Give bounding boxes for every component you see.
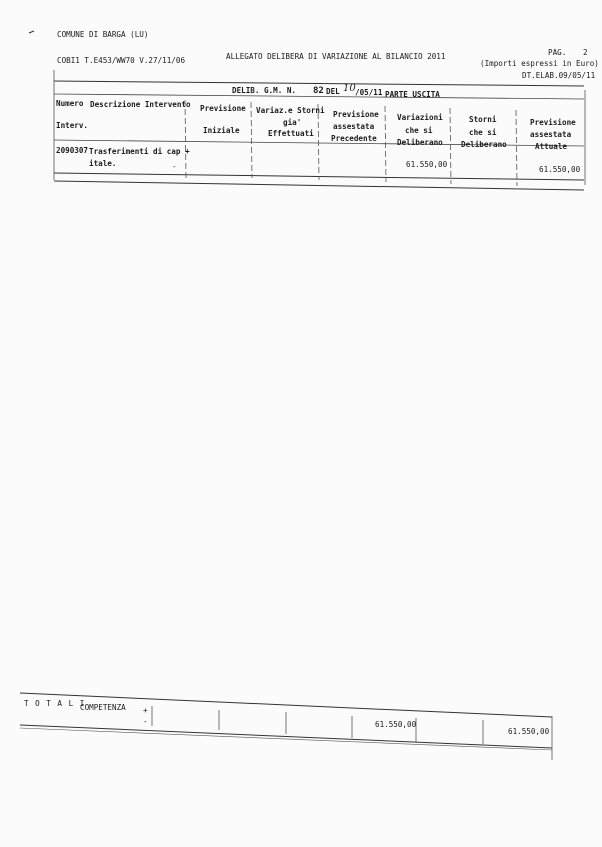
totals-competenza: COMPETENZA — [80, 703, 126, 712]
col-assestata-2: assestata — [333, 122, 375, 131]
delib-day-handwritten: 10 — [343, 83, 356, 94]
program-code: COBI1 T.E453/WW70 V.27/11/06 — [57, 56, 186, 65]
col-variaz-2: gia' — [283, 118, 302, 127]
page-number: 2 — [583, 48, 588, 57]
totals-variazioni: 61.550,00 — [375, 720, 417, 729]
row-variazioni: 61.550,00 — [406, 160, 448, 169]
col-descrizione: Descrizione Intervento — [90, 100, 191, 109]
delib-number: 82 — [313, 86, 324, 96]
entity-name: COMUNE DI BARGA (LU) — [57, 30, 149, 39]
delib-del: DEL — [326, 87, 340, 96]
row-prev-attuale: 61.550,00 — [539, 165, 581, 174]
col-attuale-1: Previsione — [530, 118, 576, 127]
delib-date-rest: /05/11 — [355, 88, 383, 97]
col-variaz-3: Effettuati — [268, 129, 314, 138]
col-prev-iniziale-2: Iniziale — [203, 126, 240, 135]
totals-label: T O T A L I — [24, 699, 86, 708]
row-minus: - — [172, 162, 177, 171]
currency-note: (Importi espressi in Euro) — [480, 59, 599, 68]
row-code: 2090307 — [56, 146, 89, 155]
col-assestata-3: Precedente — [331, 134, 377, 143]
row-description-line2: itale. — [89, 159, 117, 168]
totals-minus: - — [143, 717, 148, 726]
row-description-line1: Trasferimenti di cap + — [89, 147, 190, 156]
totals-prev-attuale: 61.550,00 — [508, 727, 550, 736]
totals-plus: + — [143, 706, 148, 715]
col-interv: Interv. — [56, 121, 89, 130]
col-variaz-1: Variaz.e Storni — [256, 106, 325, 115]
col-variazioni-1: Variazioni — [397, 113, 443, 122]
col-assestata-1: Previsione — [333, 110, 379, 119]
delib-prefix: DELIB. G.M. N. — [232, 86, 297, 95]
col-storni-2: che si — [469, 128, 497, 137]
col-variazioni-2: che si — [405, 126, 433, 135]
col-attuale-2: assestata — [530, 130, 572, 139]
page-label: PAG. — [548, 48, 567, 57]
elab-date: DT.ELAB.09/05/11 — [522, 71, 596, 80]
col-prev-iniziale-1: Previsione — [200, 104, 246, 113]
col-attuale-3: Attuale — [535, 142, 568, 151]
col-variazioni-3: Deliberano — [397, 138, 443, 147]
col-storni-1: Storni — [469, 115, 497, 124]
col-storni-3: Deliberano — [461, 140, 507, 149]
delib-part: PARTE USCITA — [385, 90, 440, 99]
col-numero: Numero — [56, 99, 84, 108]
document-title: ALLEGATO DELIBERA DI VARIAZIONE AL BILANCIO 2011 — [226, 52, 446, 61]
